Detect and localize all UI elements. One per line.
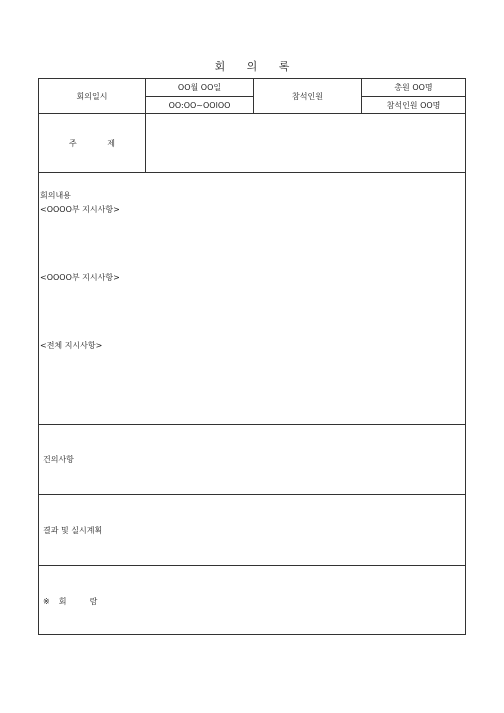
meeting-datetime-label: 회의일시: [76, 91, 108, 101]
grid-line: [39, 494, 465, 495]
meeting-date-value[interactable]: OO월 OO일: [177, 83, 222, 92]
grid-line: [39, 565, 465, 566]
results-plan-label: 결과 및 실시계획: [43, 526, 103, 535]
attendees-present-value[interactable]: 참석인원 OO명: [386, 100, 441, 110]
reference-mark-icon: ※: [43, 597, 50, 606]
document-title: 회 의 록: [214, 60, 299, 73]
content-section-dept-2: <OOOO부 지시사항>: [40, 273, 120, 282]
circulation-label: [43, 596, 97, 607]
attendees-label: 참석인원: [292, 91, 323, 101]
grid-line: [39, 424, 465, 425]
attendees-total-value[interactable]: 총원 OO명: [394, 83, 433, 92]
circulation-word-1: 회: [58, 597, 67, 606]
circulation-word-2: 람: [89, 597, 98, 606]
subject-input-area[interactable]: [146, 114, 465, 172]
meeting-time-value[interactable]: OO:OO~OOlOO: [168, 100, 231, 110]
grid-line: [39, 172, 465, 173]
suggestions-label: 건의사항: [43, 455, 74, 464]
subject-label: 주 제: [69, 138, 129, 148]
meeting-minutes-form: [38, 78, 466, 635]
content-section-all: <전체 지시사항>: [40, 341, 103, 350]
content-label: 회의내용: [40, 191, 71, 200]
content-section-dept-1: <OOOO부 지시사항>: [40, 205, 120, 214]
